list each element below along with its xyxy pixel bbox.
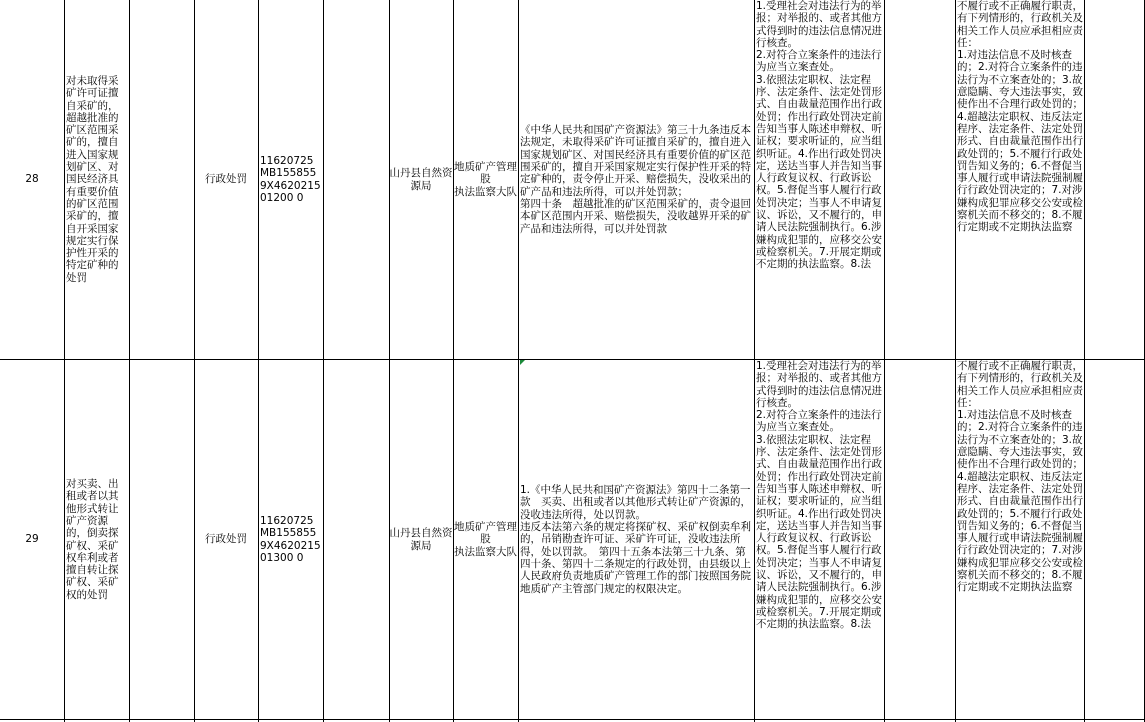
row-border (0, 719, 1145, 720)
department-cell[interactable]: 山丹县自然资源局 (389, 167, 453, 192)
legal-basis-cell[interactable]: 《中华人民共和国矿产资源法》第三十九条违反本法规定，未取得采矿许可证擅自采矿的，擅自进入国家规划矿区、对国民经济具有重要价值的矿区范围采矿的，擅自开采国家规定实行保护性开采的特定矿种的，责令停止开采、赔偿损失，没收采出的矿产品和违法所得，可以并处罚款； 第四十条 超越批准的矿区范围采矿的，责令退回本矿区范围内开采、赔偿损失，没收越界开采的矿产品和违法所得，可以并处罚款 (520, 124, 751, 235)
row-number[interactable]: 29 (25, 533, 39, 546)
comment-marker-icon (520, 360, 525, 365)
liability-cell[interactable]: 不履行或不正确履行职责，有下列情形的，行政机关及相关工作人员应承担相应责任： 1.对违法信息不及时核查的；2.对符合立案条件的违法行为不立案查处的；3.故意隐瞒、夸大违法事实，致使作出不合理行政处罚的；4.超越法定职权、违反法定程序、法定条件、法定处罚形式、自由裁量范围作出行政处罚的；5.不履行行政处罚告知义务的；6.不督促当事人履行或申请法院强制履行行政处罚决定的；7.对涉嫌构成犯罪应移交公安或检察机关而不移交的；8.不履行定期或不定期执法监察 (957, 360, 1083, 594)
item-name-cell[interactable]: 对未取得采矿许可证擅自采矿的，超越批准的矿区范围采矿的，擅自进入国家规划矿区、对国民经济具有重要价值的矿区范围采矿的，擅自开采国家规定实行保护性开采的特定矿种的处罚 (66, 74, 119, 284)
unit-cell[interactable]: 地质矿产管理股 执法监察大队 (454, 521, 517, 558)
legal-basis-cell[interactable]: 1.《中华人民共和国矿产资源法》第四十二条第一款 买卖、出租或者以其他形式转让矿产资源的，没收违法所得，处以罚款。 违反本法第六条的规定将探矿权、采矿权倒卖牟利的，吊销勘查许可证、采矿许可证，没收违法所得，处以罚款。 第四十五条本法第三十九条、第四十条、第四十二条规定的行政处罚，由县级以上人民政府负责地质矿产管理工作的部门按照国务院地质矿产主管部门规定的权限决定。 (520, 484, 751, 595)
col-border (518, 0, 519, 722)
empty-cell[interactable] (884, 0, 955, 359)
empty-cell[interactable] (129, 0, 194, 359)
process-cell[interactable]: 1.受理社会对违法行为的举报；对举报的、或者其他方式得到时的违法信息情况进行核查。 2.对符合立案条件的违法行为应当立案查处。 3.依照法定职权、法定程序、法定条件、法定处罚形式、自由裁量范围作出行政处罚；作出行政处罚决定前告知当事人陈述申辩权、听证权；要求听证的，应当组织听证。4.作出行政处罚决定，送达当事人并告知当事人行政复议权、行政诉讼权。5.督促当事人履行行政处罚决定；当事人不申请复议、诉讼，又不履行的，申请人民法院强制执行。6.涉嫌构成犯罪的，应移交公安或检察机关。7.开展定期或不定期的执法监察。8.法 (756, 360, 882, 631)
col-border (955, 0, 956, 722)
empty-cell[interactable] (323, 360, 389, 719)
col-border (64, 0, 65, 722)
row-number[interactable]: 28 (25, 173, 39, 186)
code-cell[interactable]: 11620725MB1558559X462021501200 0 (260, 154, 321, 204)
category-cell[interactable]: 行政处罚 (205, 533, 247, 546)
empty-cell[interactable] (323, 0, 389, 359)
category-cell[interactable]: 行政处罚 (205, 173, 247, 186)
process-cell[interactable]: 1.受理社会对违法行为的举报；对举报的、或者其他方式得到时的违法信息情况进行核查。 2.对符合立案条件的违法行为应当立案查处。 3.依照法定职权、法定程序、法定条件、法定处罚形式、自由裁量范围作出行政处罚；作出行政处罚决定前告知当事人陈述申辩权、听证权；要求听证的，应当组织听证。4.作出行政处罚决定，送达当事人并告知当事人行政复议权、行政诉讼权。5.督促当事人履行行政处罚决定；当事人不申请复议、诉讼，又不履行的，申请人民法院强制执行。6.涉嫌构成犯罪的，应移交公安或检察机关。7.开展定期或不定期的执法监察。8.法 (756, 0, 882, 271)
empty-cell[interactable] (884, 360, 955, 719)
empty-cell[interactable] (1084, 0, 1144, 359)
liability-cell[interactable]: 不履行或不正确履行职责，有下列情形的，行政机关及相关工作人员应承担相应责任： 1.对违法信息不及时核查的；2.对符合立案条件的违法行为不立案查处的；3.故意隐瞒、夸大违法事实，致使作出不合理行政处罚的；4.超越法定职权、违反法定程序、法定条件、法定处罚形式、自由裁量范围作出行政处罚的；5.不履行行政处罚告知义务的；6.不督促当事人履行或申请法院强制履行行政处罚决定的；7.对涉嫌构成犯罪应移交公安或检察机关而不移交的；8.不履行定期或不定期执法监察 (957, 0, 1083, 234)
code-cell[interactable]: 11620725MB1558559X462021501300 0 (260, 514, 321, 564)
empty-cell[interactable] (1084, 360, 1144, 719)
unit-cell[interactable]: 地质矿产管理股 执法监察大队 (454, 161, 517, 198)
empty-cell[interactable] (129, 360, 194, 719)
col-border (258, 0, 259, 722)
department-cell[interactable]: 山丹县自然资源局 (389, 527, 453, 552)
col-border (754, 0, 755, 722)
item-name-cell[interactable]: 对买卖、出租或者以其他形式转让矿产资源的，倒卖探矿权、采矿权牟利或者擅自转让探矿权、采矿权的处罚 (66, 478, 119, 601)
